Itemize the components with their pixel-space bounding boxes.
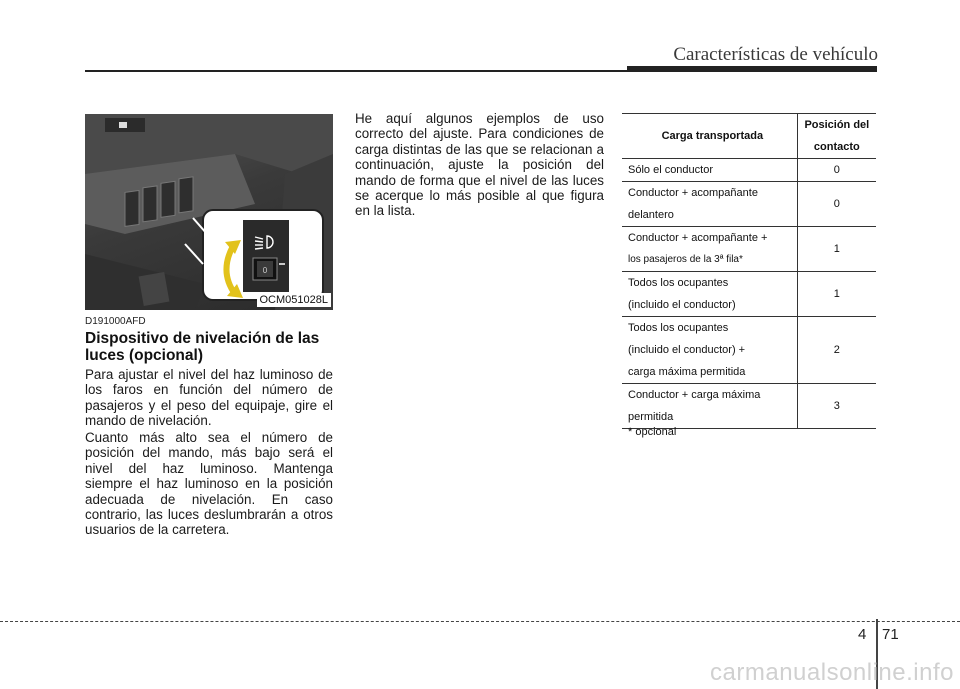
- paragraph: Cuanto más alto sea el número de posición del mando, más bajo será el nivel del haz luminoso. Mantenga siempre el haz luminoso en la posición adecuada de nivelación. En caso contrario, las luces deslumbrarán a otros usuarios de la carretera.: [85, 430, 333, 538]
- table-footnote: * opcional: [628, 426, 677, 438]
- table-row: [622, 159, 876, 182]
- table-row: [622, 384, 876, 429]
- position-cell: 1: [797, 272, 876, 317]
- paragraph: Para ajustar el nivel del haz luminoso de los faros en función del número de pasajeros y el peso del equipaje, gire el mando de nivelación.: [85, 367, 333, 429]
- watermark-text: carmanualsonline.info: [710, 659, 954, 686]
- load-cell: Conductor + acompañante + los pasajeros de la 3ª fila*: [622, 227, 797, 272]
- column-header-position: Posición del contacto: [797, 114, 876, 159]
- position-cell: 0: [797, 159, 876, 182]
- position-cell: 0: [797, 182, 876, 227]
- header-rule-accent: [627, 66, 877, 72]
- load-cell: Todos los ocupantes (incluido el conductor) + carga máxima permitida: [622, 317, 797, 384]
- table-row: [622, 227, 876, 272]
- footer-rule: [0, 621, 960, 622]
- position-cell: 3: [797, 384, 876, 429]
- section-code: D191000AFD: [85, 316, 146, 327]
- load-cell: Conductor + carga máxima permitida: [622, 384, 797, 429]
- chapter-number: 4: [858, 626, 867, 643]
- load-cell: Conductor + acompañante delantero: [622, 182, 797, 227]
- load-cell: Sólo el conductor: [622, 159, 797, 182]
- position-cell: 1: [797, 227, 876, 272]
- headlight-leveling-photo: [85, 114, 333, 310]
- svg-text:0: 0: [262, 266, 268, 275]
- figure-code: OCM051028L: [257, 293, 332, 307]
- section-title: Dispositivo de nivelación de las luces (opcional): [85, 330, 320, 364]
- table-row: [622, 317, 876, 384]
- load-cell: Todos los ocupantes (incluido el conductor): [622, 272, 797, 317]
- table-row: [622, 182, 876, 227]
- paragraph: He aquí algunos ejemplos de uso correcto del ajuste. Para condiciones de carga distintas de las que se relacionan a continuación, ajuste la posición del mando de forma que el nivel de las luces se acerque lo más posible al que figura en la lista.: [355, 111, 604, 219]
- column-header-load: Carga transportada: [622, 114, 797, 159]
- page-number: 71: [882, 626, 899, 643]
- load-position-table: [622, 113, 876, 429]
- table-header-row: [622, 114, 876, 159]
- chapter-header-title: Características de vehículo: [673, 44, 878, 65]
- position-cell: 2: [797, 317, 876, 384]
- table-row: [622, 272, 876, 317]
